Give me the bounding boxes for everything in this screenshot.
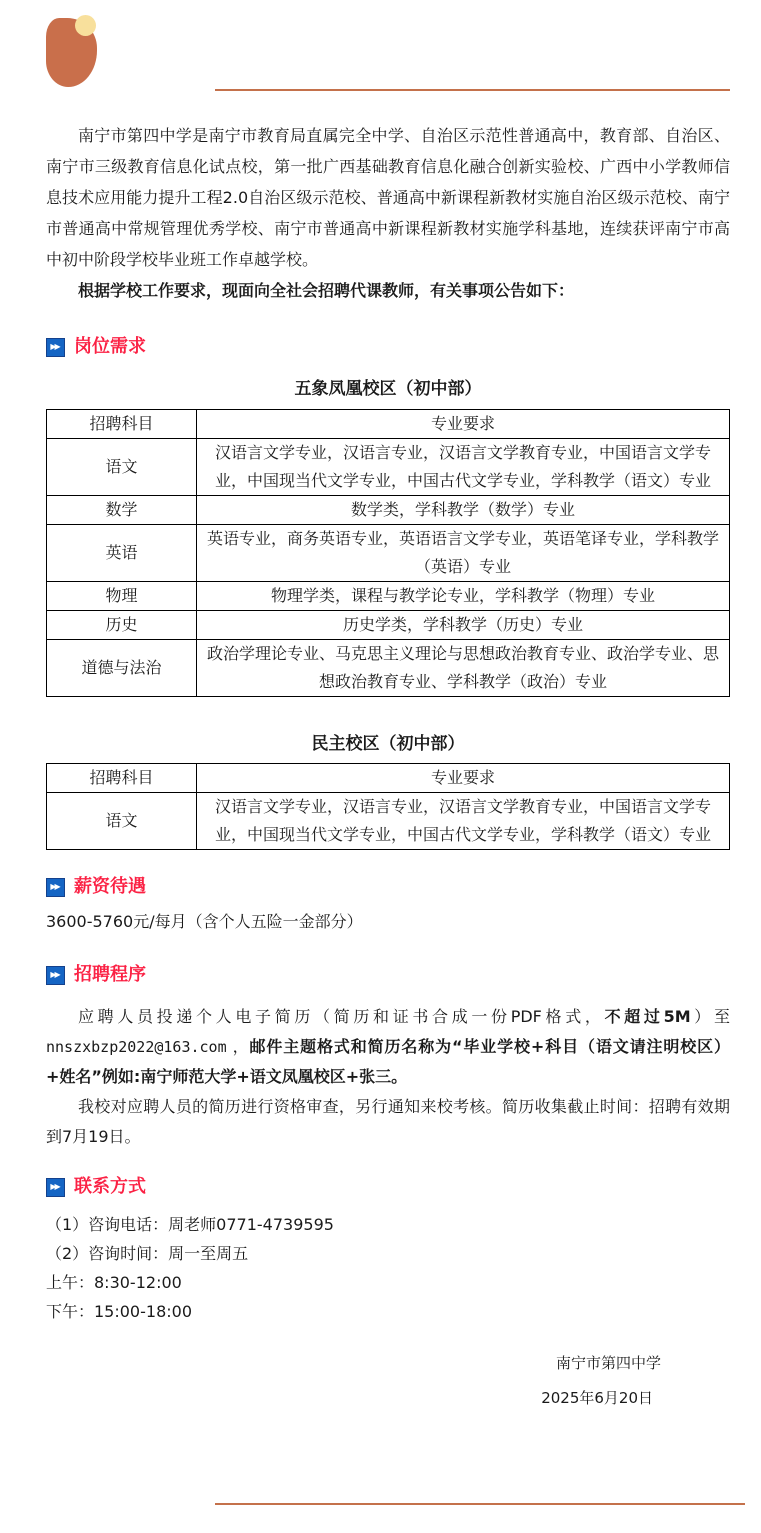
table-row [47,640,730,697]
intro-paragraph: 南宁市第四中学是南宁市教育局直属完全中学、自治区示范性普通高中，教育部、自治区、南宁市三级教育信息化试点校，第一批广西基础教育信息化融合创新实验校、广西中小学教师信息技术应用能力提升工程2.0自治区级示范校、普通高中新课程新教材实施自治区级示范校、南宁市普通高中常规管理优秀学校、南宁市普通高中新课程新教材实施学科基地，连续获评南宁市高中初中阶段学校毕业班工作卓越学校。 [46,126,730,269]
campus-title-minzhu: 民主校区（初中部） [311,734,465,754]
campus-title-wuxiang: 五象凤凰校区（初中部） [294,379,482,399]
section-header-positions [46,336,730,358]
signature-block [46,1346,730,1416]
contact-time-line: （2）咨询时间：周一至周五 [46,1244,249,1263]
column-header-subject: 招聘科目 [47,764,197,793]
column-header-requirement: 专业要求 [197,410,730,439]
header-divider [215,89,730,91]
subject-cell: 语文 [47,439,197,496]
section-title-contact: 联系方式 [74,1176,146,1197]
double-arrow-icon: ▶▶ [46,966,65,985]
procedure-text: 应聘人员投递个人电子简历（简历和证书合成一份PDF格式， [78,1007,605,1026]
table-row [47,439,730,496]
procedure-text: ， [226,1037,250,1056]
double-arrow-icon: ▶▶ [46,878,65,897]
procedure-paragraph-1 [46,1002,730,1092]
contact-morning-line: 上午：8:30-12:00 [46,1273,182,1292]
footer-divider [215,1503,745,1505]
subject-cell: 物理 [47,582,197,611]
section-header-procedure [46,964,730,986]
requirement-cell: 英语专业，商务英语专业，英语语言文学专业，英语笔译专业，学科教学（英语）专业 [197,525,730,582]
subject-cell: 道德与法治 [47,640,197,697]
announcement-lead: 根据学校工作要求，现面向全社会招聘代课教师，有关事项公告如下： [78,281,575,300]
positions-table-minzhu [46,763,730,850]
contact-info [46,1210,730,1326]
table-row [47,793,730,850]
table-row [47,611,730,640]
section-title-procedure: 招聘程序 [74,964,146,985]
section-title-salary: 薪资待遇 [74,876,146,897]
subject-cell: 历史 [47,611,197,640]
requirement-cell: 汉语言文学专业，汉语言专业，汉语言文学教育专业，中国语言文学专业，中国现当代文学专业，中国古代文学专业，学科教学（语文）专业 [197,793,730,850]
signature-school-name: 南宁市第四中学 [555,1354,661,1372]
procedure-text: ）至 [690,1007,730,1026]
salary-text: 3600-5760元/每月（含个人五险一金部分） [46,912,363,931]
contact-afternoon-line: 下午：15:00-18:00 [46,1302,192,1321]
procedure-paragraph-2: 我校对应聘人员的简历进行资格审查，另行通知来校考核。简历收集截止时间：招聘有效期到7月19日。 [46,1097,730,1146]
table-row [47,496,730,525]
application-email: nnszxbzp2022@163.com [46,1038,227,1056]
subject-cell: 英语 [47,525,197,582]
logo-dot-icon [75,15,96,36]
requirement-cell: 物理学类，课程与教学论专业，学科教学（物理）专业 [197,582,730,611]
table-header-row [47,764,730,793]
contact-phone-line: （1）咨询电话：周老师0771-4739595 [46,1215,334,1234]
table-header-row [47,410,730,439]
column-header-subject: 招聘科目 [47,410,197,439]
requirement-cell: 数学类，学科教学（数学）专业 [197,496,730,525]
positions-table-wuxiang [46,409,730,697]
requirement-cell: 历史学类，学科教学（历史）专业 [197,611,730,640]
section-header-contact [46,1176,730,1198]
section-header-salary [46,876,730,898]
subject-cell: 数学 [47,496,197,525]
signature-date: 2025年6月20日 [541,1389,653,1407]
procedure-text-bold: 邮件主题格式和简历名称为“毕业学校+科目（语文请注明校区）+姓名”例如:南宁师范大学+语文凤凰校区+张三。 [46,1037,730,1086]
table-row [47,525,730,582]
school-logo [46,15,106,89]
subject-cell: 语文 [47,793,197,850]
procedure-text-bold: 不超过5M [604,1007,691,1026]
requirement-cell: 汉语言文学专业，汉语言专业，汉语言文学教育专业，中国语言文学专业，中国现当代文学专业，中国古代文学专业，学科教学（语文）专业 [197,439,730,496]
column-header-requirement: 专业要求 [197,764,730,793]
table-row [47,582,730,611]
requirement-cell: 政治学理论专业、马克思主义理论与思想政治教育专业、政治学专业、思想政治教育专业、学科教学（政治）专业 [197,640,730,697]
double-arrow-icon: ▶▶ [46,338,65,357]
section-title-positions: 岗位需求 [74,336,146,357]
double-arrow-icon: ▶▶ [46,1178,65,1197]
